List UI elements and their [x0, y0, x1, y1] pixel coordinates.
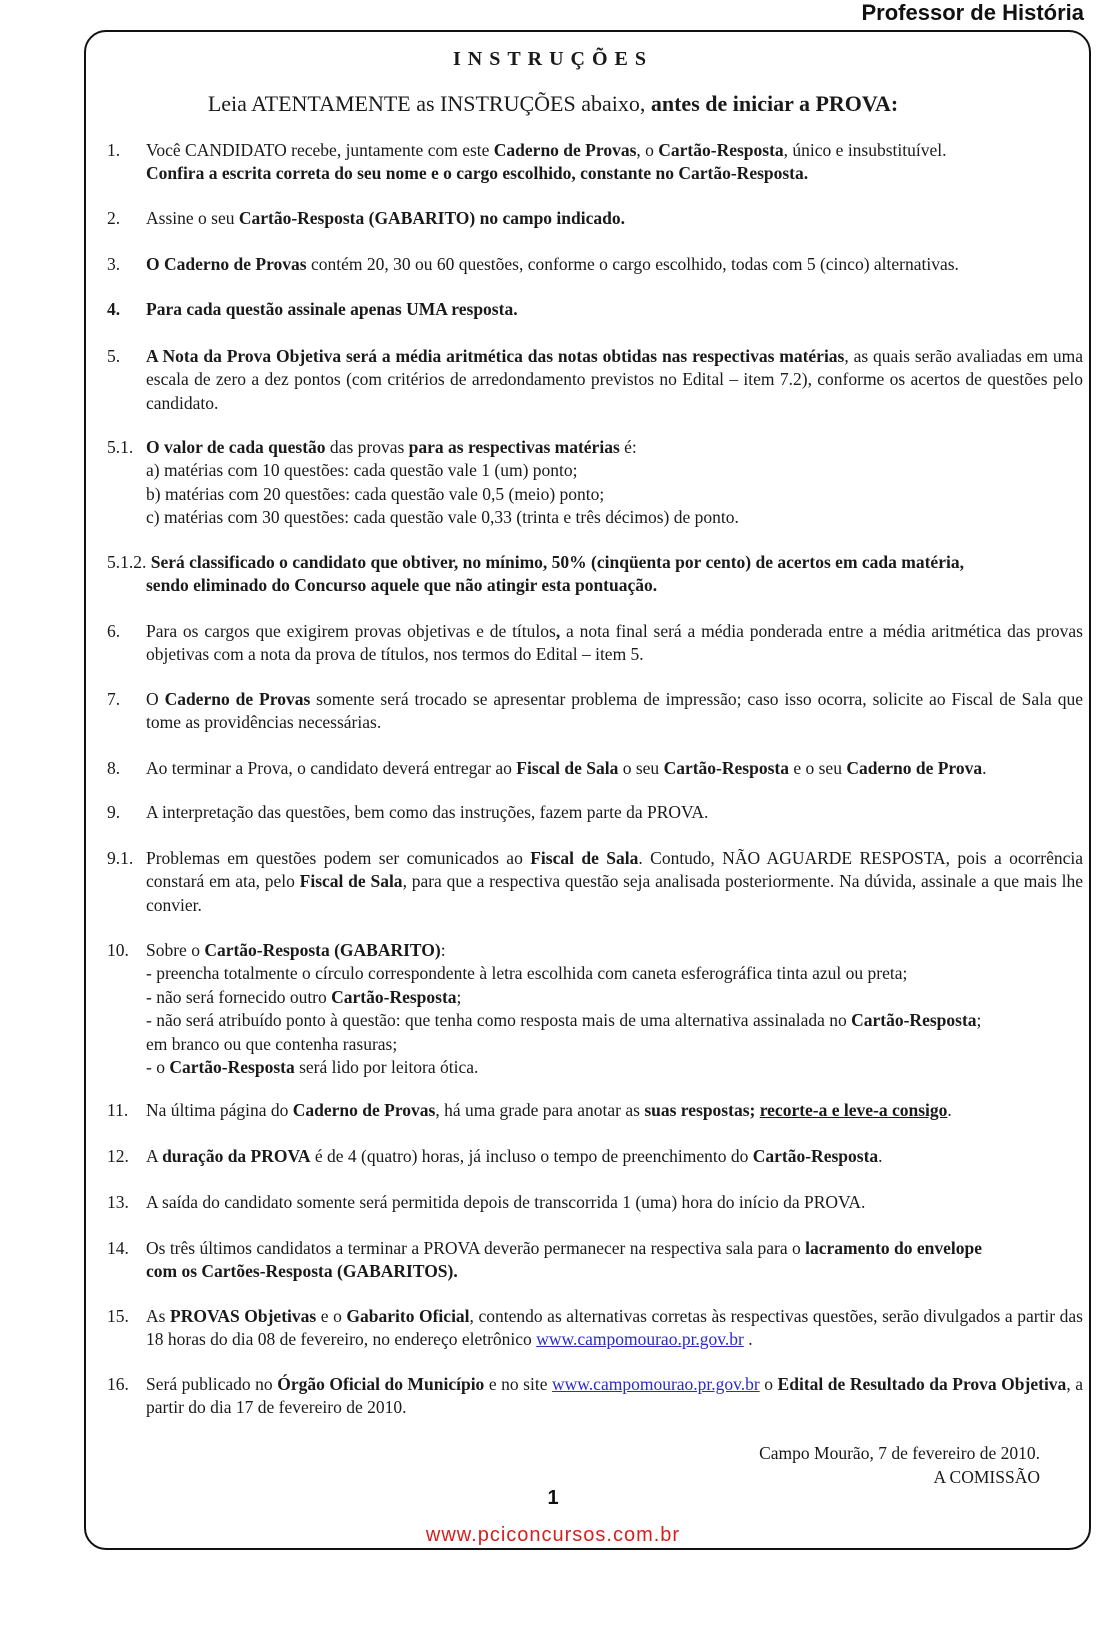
subtitle-emphasis: antes de iniciar a PROVA: — [650, 91, 899, 116]
page-number: 1 — [547, 1487, 559, 1509]
instruction-14: 14. Os três últimos candidatos a terminar a PROVA deverão permanecer na respectiva sala para o lacramento do envelope com os Cartões-Resposta (GABARITOS). — [107, 1238, 983, 1282]
item-number: 3. — [107, 254, 121, 274]
instruction-4: 4. Para cada questão assinale apenas UMA resposta. — [107, 298, 1083, 321]
instruction-3: 3. O Caderno de Provas contém 20, 30 ou 60 questões, conforme o cargo escolhido, todas com 5 (cinco) alternativas. — [107, 253, 1083, 276]
instruction-10: 10. Sobre o Cartão-Resposta (GABARITO): - preencha totalmente o círculo correspondente à letra escolhida com caneta esferográfica tinta azul ou preta; - não será fornecido outro Cartão-Resposta; - não será atribuído ponto à questão: que tenha como resposta mais de uma alternativa assinalada no Cartão-Resposta; em branco ou que contenha rasuras; - o Cartão-Resposta será lido por leitora ótica. — [107, 939, 1083, 1079]
list-item: - não será fornecido outro Cartão-Resposta; — [146, 986, 462, 1007]
item-number: 13. — [107, 1192, 129, 1212]
item-number: 2. — [107, 208, 121, 228]
item-number: 15. — [107, 1306, 129, 1326]
item-number: 9. — [107, 802, 121, 822]
instruction-9-1: 9.1. Problemas em questões podem ser comunicados ao Fiscal de Sala. Contudo, NÃO AGUARDE RESPOSTA, pois a ocorrência constará em ata, pelo Fiscal de Sala, para que a respectiva questão seja analisada posteriormente. Na dúvida, assinale a que mais lhe convier. — [107, 848, 1083, 915]
item-number: 5. — [107, 346, 121, 366]
instruction-5-1-2: 5.1.2. Será classificado o candidato que obtiver, no mínimo, 50% (cinqüenta por cento) de acertos em cada matéria, sendo eliminado do Concurso aquele que não atingir esta pontuação. — [107, 552, 964, 596]
place-date: Campo Mourão, 7 de fevereiro de 2010. — [759, 1443, 1040, 1463]
instruction-1: 1. Você CANDIDATO recebe, juntamente com este Caderno de Provas, o Cartão-Resposta, único e insubstituível. Confira a escrita correta do seu nome e o cargo escolhido, constante no Cartão-Resposta. — [107, 140, 947, 184]
header-title: Professor de História — [861, 0, 1084, 25]
item-number: 7. — [107, 689, 121, 709]
item-number: 9.1. — [107, 848, 134, 868]
list-item: b) matérias com 20 questões: cada questão vale 0,5 (meio) ponto; — [146, 483, 605, 504]
item-number: 4. — [107, 299, 121, 319]
subtitle-text: Leia ATENTAMENTE as INSTRUÇÕES abaixo, — [207, 91, 651, 116]
instruction-15: 15. As PROVAS Objetivas e o Gabarito Oficial, contendo as alternativas corretas às respectivas questões, serão divulgados a partir das 18 horas do dia 08 de fevereiro, no endereço eletrônico www.campomourao.pr.gov.br . — [107, 1306, 1083, 1350]
instruction-13: 13. A saída do candidato somente será permitida depois de transcorrida 1 (uma) hora do início da PROVA. — [107, 1191, 1083, 1214]
item-number: 14. — [107, 1238, 129, 1258]
list-item: - o Cartão-Resposta será lido por leitora ótica. — [146, 1057, 479, 1078]
instruction-12: 12. A duração da PROVA é de 4 (quatro) horas, já incluso o tempo de preenchimento do Cartão-Resposta. — [107, 1145, 1083, 1168]
item-number: 5.1.2. — [107, 552, 147, 572]
instruction-16: 16. Será publicado no Órgão Oficial do Município e no site www.campomourao.pr.gov.br o Edital de Resultado da Prova Objetiva, a partir do dia 17 de fevereiro de 2010. — [107, 1374, 1083, 1418]
list-item: a) matérias com 10 questões: cada questão vale 1 (um) ponto; — [146, 460, 578, 481]
instruction-2: 2. Assine o seu Cartão-Resposta (GABARITO) no campo indicado. — [107, 207, 1083, 230]
item-number: 16. — [107, 1374, 129, 1394]
instructions-subtitle — [0, 91, 1106, 117]
list-item: - não será atribuído ponto à questão: que tenha como resposta mais de uma alternativa assinalada no Cartão-Resposta; — [146, 1010, 982, 1031]
instruction-11: 11. Na última página do Caderno de Provas, há uma grade para anotar as suas respostas; recorte-a e leve-a consigo. — [107, 1099, 1083, 1122]
instruction-7: 7. O Caderno de Provas somente será trocado se apresentar problema de impressão; caso isso ocorra, solicite ao Fiscal de Sala que tome as providências necessárias. — [107, 689, 1083, 733]
website-link[interactable]: www.campomourao.pr.gov.br — [536, 1329, 744, 1350]
item-number: 8. — [107, 758, 121, 778]
item-number: 5.1. — [107, 437, 134, 457]
website-link[interactable]: www.campomourao.pr.gov.br — [552, 1374, 760, 1394]
item-number: 10. — [107, 940, 129, 960]
instruction-5: 5. A Nota da Prova Objetiva será a média aritmética das notas obtidas nas respectivas matérias, as quais serão avaliadas em uma escala de zero a dez pontos (com critérios de arredondamento previstos no Edital – item 7.2), conforme os acertos de questões pelo candidato. — [107, 346, 1083, 413]
instruction-8: 8. Ao terminar a Prova, o candidato deverá entregar ao Fiscal de Sala o seu Cartão-Resposta e o seu Caderno de Prova. — [107, 757, 1083, 780]
item-number: 1. — [107, 140, 121, 160]
footer-url[interactable]: www.pciconcursos.com.br — [425, 1524, 681, 1546]
instruction-6: 6. Para os cargos que exigirem provas objetivas e de títulos, a nota final será a média ponderada entre a média aritmética das provas objetivas com a nota da prova de títulos, nos termos do Edital – item 5. — [107, 621, 1083, 665]
item-number: 11. — [107, 1100, 129, 1120]
list-item: c) matérias com 30 questões: cada questão vale 0,33 (trinta e três décimos) de ponto. — [146, 507, 739, 528]
closing-block — [759, 1441, 1040, 1489]
item-number: 6. — [107, 621, 121, 641]
instructions-title: INSTRUÇÕES — [452, 48, 654, 70]
signature: A COMISSÃO — [933, 1467, 1040, 1487]
list-item: - preencha totalmente o círculo correspondente à letra escolhida com caneta esferográfica tinta azul ou preta; — [146, 963, 908, 984]
instruction-9: 9. A interpretação das questões, bem como das instruções, fazem parte da PROVA. — [107, 801, 1083, 824]
instruction-5-1: 5.1. O valor de cada questão das provas para as respectivas matérias é: a) matérias com 10 questões: cada questão vale 1 (um) ponto; b) matérias com 20 questões: cada questão vale 0,5 (meio) ponto; c) matérias com 30 questões: cada questão vale 0,33 (trinta e três décimos) de ponto. — [107, 436, 1083, 530]
item-number: 12. — [107, 1146, 129, 1166]
